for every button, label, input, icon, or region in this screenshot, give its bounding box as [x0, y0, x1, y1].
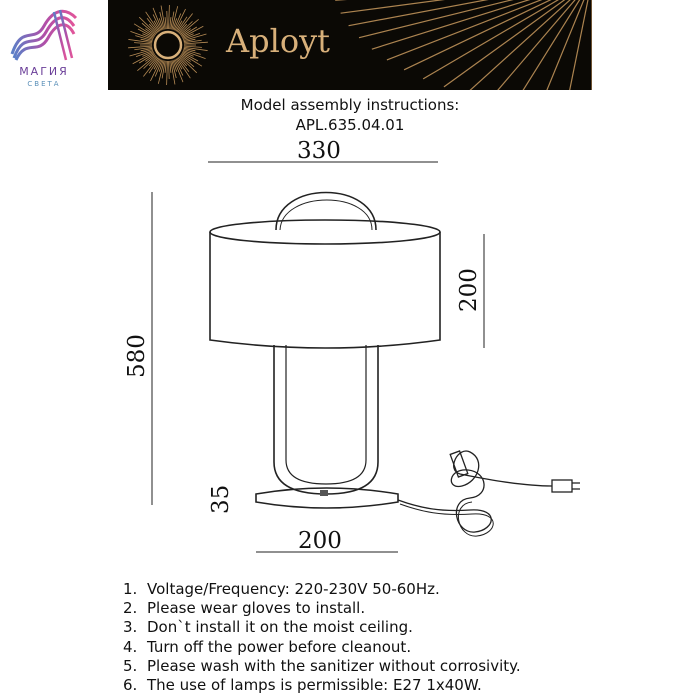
sunburst-icon	[108, 0, 592, 90]
dimension-base-height: 35	[208, 484, 234, 514]
brand-banner	[108, 0, 592, 90]
logo-title: МАГИЯ	[19, 65, 69, 78]
lamp-shade	[210, 232, 440, 348]
brand-name: Aployt	[226, 22, 331, 60]
logo-subtitle: СВЕТА	[27, 80, 61, 88]
logo-wave-icon	[8, 4, 80, 64]
dimension-height-total: 580	[124, 334, 150, 378]
document-heading	[0, 95, 700, 135]
instruction-item: 6. The use of lamps is permissible: E27 1x40W.	[123, 676, 482, 695]
dimension-base-width: 200	[298, 528, 342, 554]
dimension-width-top: 330	[297, 138, 341, 164]
instruction-item: 5. Please wash with the sanitizer without corrosivity.	[123, 656, 521, 675]
instructions-list	[123, 580, 521, 695]
power-cord	[398, 451, 552, 532]
instruction-item: 1. Voltage/Frequency: 220-230V 50-60Hz.	[123, 580, 440, 598]
heading-line-1: Model assembly instructions:	[240, 96, 460, 114]
dimension-shade-height: 200	[456, 268, 482, 312]
instruction-item: 2. Please wear gloves to install.	[123, 599, 366, 618]
lamp-handle	[276, 193, 376, 231]
instruction-item: 4. Turn off the power before cleanout.	[123, 637, 412, 656]
model-number: APL.635.04.01	[295, 116, 405, 134]
brand-logo	[0, 0, 88, 95]
power-plug	[552, 480, 572, 492]
lamp-drawing	[0, 130, 700, 580]
instruction-item: 3. Don`t install it on the moist ceiling.	[123, 618, 413, 637]
